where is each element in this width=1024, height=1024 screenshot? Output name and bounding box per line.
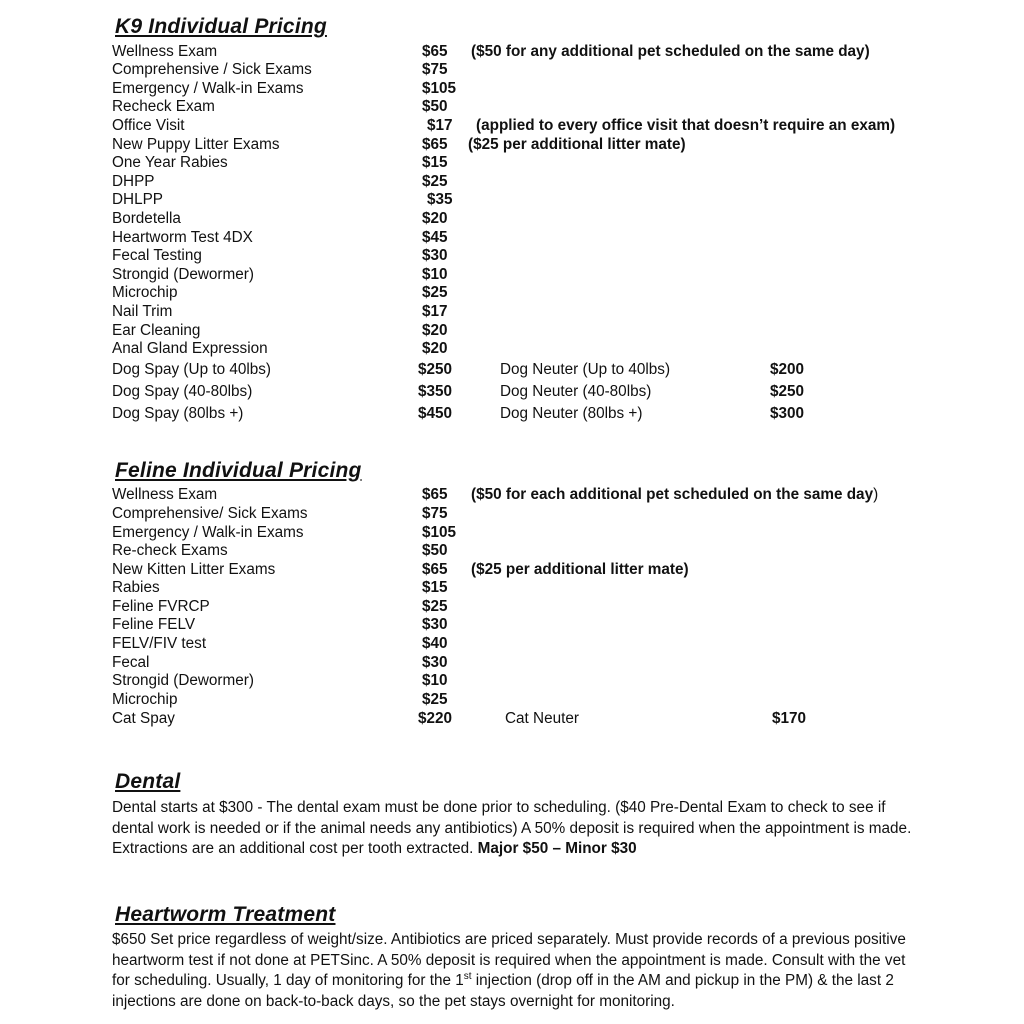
surgery-price-spay: $350	[418, 382, 453, 400]
surgery-price-neuter: $200	[770, 360, 805, 378]
k9-price-list	[0, 43, 1024, 425]
price-row	[0, 173, 1024, 192]
service-label: New Kitten Litter Exams	[112, 560, 276, 578]
service-note	[471, 486, 878, 505]
dental-paragraph	[112, 798, 912, 860]
price-row	[0, 672, 1024, 691]
surgery-label-spay: Cat Spay	[112, 710, 175, 728]
price-row	[0, 284, 1024, 303]
service-price: $25	[422, 690, 448, 708]
price-row	[0, 61, 1024, 80]
section-heading-k9: K9 Individual Pricing	[115, 15, 327, 38]
price-row	[0, 598, 1024, 617]
surgery-price-spay: $220	[418, 710, 453, 728]
surgery-price-neuter: $170	[772, 710, 807, 728]
service-price: $17	[427, 116, 453, 134]
price-row	[0, 210, 1024, 229]
section-k9	[0, 14, 1024, 425]
section-heartworm	[0, 902, 1024, 1013]
service-label: DHLPP	[112, 191, 164, 209]
price-row	[0, 579, 1024, 598]
feline-price-list	[0, 486, 1024, 729]
section-feline	[0, 458, 1024, 730]
price-row	[0, 561, 1024, 580]
service-label: Bordetella	[112, 209, 181, 227]
service-label: FELV/FIV test	[112, 635, 207, 653]
service-label: Emergency / Walk-in Exams	[112, 523, 304, 541]
service-label: Feline FELV	[112, 616, 196, 634]
service-price: $20	[422, 209, 448, 227]
service-label: Nail Trim	[112, 302, 173, 320]
price-row	[0, 303, 1024, 322]
heartworm-body-text-1: $650 Set price regardless of weight/size. Antibiotics are priced separately. Must provide records of a previous positive heartworm test if not done at PETSinc. A 50% deposit is required when the appointment is made. Consult with the vet for scheduling. Usually, 1 day of monitoring for the 1	[112, 931, 906, 990]
surgery-price-spay: $450	[418, 404, 453, 422]
surgery-label-neuter: Cat Neuter	[505, 710, 579, 728]
section-spacer	[0, 860, 1024, 902]
service-price: $25	[422, 284, 448, 302]
price-row	[0, 691, 1024, 710]
price-row	[0, 654, 1024, 673]
service-label: Feline FVRCP	[112, 597, 210, 615]
price-row	[0, 542, 1024, 561]
service-note: ($25 per additional litter mate)	[471, 560, 689, 578]
service-label: Strongid (Dewormer)	[112, 265, 254, 283]
service-label: Microchip	[112, 690, 178, 708]
surgery-label-neuter: Dog Neuter (40-80lbs)	[500, 382, 652, 400]
service-note: (applied to every office visit that doesn’t require an exam)	[476, 116, 896, 134]
service-price: $15	[422, 154, 448, 172]
service-label: Recheck Exam	[112, 98, 215, 116]
service-label: One Year Rabies	[112, 154, 228, 172]
service-price: $75	[422, 61, 448, 79]
price-row	[0, 136, 1024, 155]
price-row	[0, 98, 1024, 117]
heartworm-body-text-2: injection (drop off in the AM and pickup in the PM) & the last 2 injections are done on back-to-back days, so the pet stays overnight for monitoring.	[112, 972, 894, 1010]
price-row	[0, 635, 1024, 654]
price-row	[0, 322, 1024, 341]
service-price: $10	[422, 672, 448, 690]
price-row	[0, 340, 1024, 359]
service-price: $20	[422, 340, 448, 358]
service-price: $20	[422, 321, 448, 339]
service-price: $35	[427, 191, 453, 209]
section-spacer	[0, 729, 1024, 769]
service-price: $65	[422, 560, 448, 578]
service-price: $75	[422, 504, 448, 522]
service-label: DHPP	[112, 172, 155, 190]
service-label: Fecal Testing	[112, 247, 202, 265]
dental-extraction-pricing: Major $50 – Minor $30	[477, 840, 637, 858]
section-heading-heartworm: Heartworm Treatment	[115, 902, 336, 926]
surgery-price-neuter: $250	[770, 382, 805, 400]
service-price: $10	[422, 265, 448, 283]
service-label: Rabies	[112, 579, 160, 597]
service-note-paren: )	[873, 486, 879, 504]
price-row	[0, 524, 1024, 543]
service-price: $65	[422, 486, 448, 504]
price-row	[0, 43, 1024, 62]
surgery-label-spay: Dog Spay (80lbs +)	[112, 404, 244, 422]
service-label: Office Visit	[112, 116, 185, 134]
section-spacer	[0, 425, 1024, 458]
section-heading-feline: Feline Individual Pricing	[115, 458, 362, 482]
dental-body-text: Dental starts at $300 - The dental exam must be done prior to scheduling. ($40 Pre-Dental Exam to check to see if dental work is needed or if the animal needs any antibiotics) A 50% deposit is required when the appointment is made. Extractions are an additional cost per tooth extracted.	[112, 799, 912, 858]
service-label: Wellness Exam	[112, 42, 218, 60]
surgery-label-neuter: Dog Neuter (80lbs +)	[500, 404, 643, 422]
service-note-text: ($50 for each additional pet scheduled on the same day	[471, 486, 874, 504]
service-price: $105	[422, 79, 457, 97]
service-note: ($50 for any additional pet scheduled on the same day)	[471, 42, 870, 60]
heartworm-paragraph	[112, 930, 912, 1012]
surgery-row	[0, 709, 1024, 729]
price-row	[0, 616, 1024, 635]
service-price: $105	[422, 523, 457, 541]
surgery-label-spay: Dog Spay (Up to 40lbs)	[112, 360, 271, 378]
service-label: Comprehensive/ Sick Exams	[112, 504, 308, 522]
service-note: ($25 per additional litter mate)	[468, 135, 686, 153]
service-price: $65	[422, 42, 448, 60]
price-row	[0, 191, 1024, 210]
price-row	[0, 80, 1024, 99]
service-label: Anal Gland Expression	[112, 340, 268, 358]
service-label: Emergency / Walk-in Exams	[112, 79, 304, 97]
service-price: $45	[422, 228, 448, 246]
service-price: $40	[422, 635, 448, 653]
price-row	[0, 229, 1024, 248]
price-row	[0, 247, 1024, 266]
service-price: $30	[422, 247, 448, 265]
price-row	[0, 486, 1024, 505]
service-label: Comprehensive / Sick Exams	[112, 61, 312, 79]
service-price: $15	[422, 579, 448, 597]
service-price: $17	[422, 302, 448, 320]
service-label: New Puppy Litter Exams	[112, 135, 280, 153]
service-label: Re-check Exams	[112, 542, 228, 560]
price-row	[0, 117, 1024, 136]
section-dental	[0, 769, 1024, 859]
service-label: Strongid (Dewormer)	[112, 672, 254, 690]
service-price: $30	[422, 616, 448, 634]
price-row	[0, 266, 1024, 285]
service-price: $65	[422, 135, 448, 153]
service-label: Fecal	[112, 653, 150, 671]
price-row	[0, 154, 1024, 173]
surgery-price-spay: $250	[418, 360, 453, 378]
service-price: $50	[422, 98, 448, 116]
service-label: Heartworm Test 4DX	[112, 228, 253, 246]
section-heading-dental: Dental	[115, 770, 181, 794]
service-price: $25	[422, 597, 448, 615]
service-label: Ear Cleaning	[112, 321, 201, 339]
service-price: $25	[422, 172, 448, 190]
surgery-label-neuter: Dog Neuter (Up to 40lbs)	[500, 360, 671, 378]
surgery-row	[0, 381, 1024, 403]
service-price: $50	[422, 542, 448, 560]
surgery-price-neuter: $300	[770, 404, 805, 422]
surgery-row	[0, 403, 1024, 425]
surgery-label-spay: Dog Spay (40-80lbs)	[112, 382, 253, 400]
service-price: $30	[422, 653, 448, 671]
surgery-row	[0, 359, 1024, 381]
service-label: Wellness Exam	[112, 486, 218, 504]
service-label: Microchip	[112, 284, 178, 302]
price-row	[0, 505, 1024, 524]
ordinal-suffix: st	[463, 971, 472, 983]
